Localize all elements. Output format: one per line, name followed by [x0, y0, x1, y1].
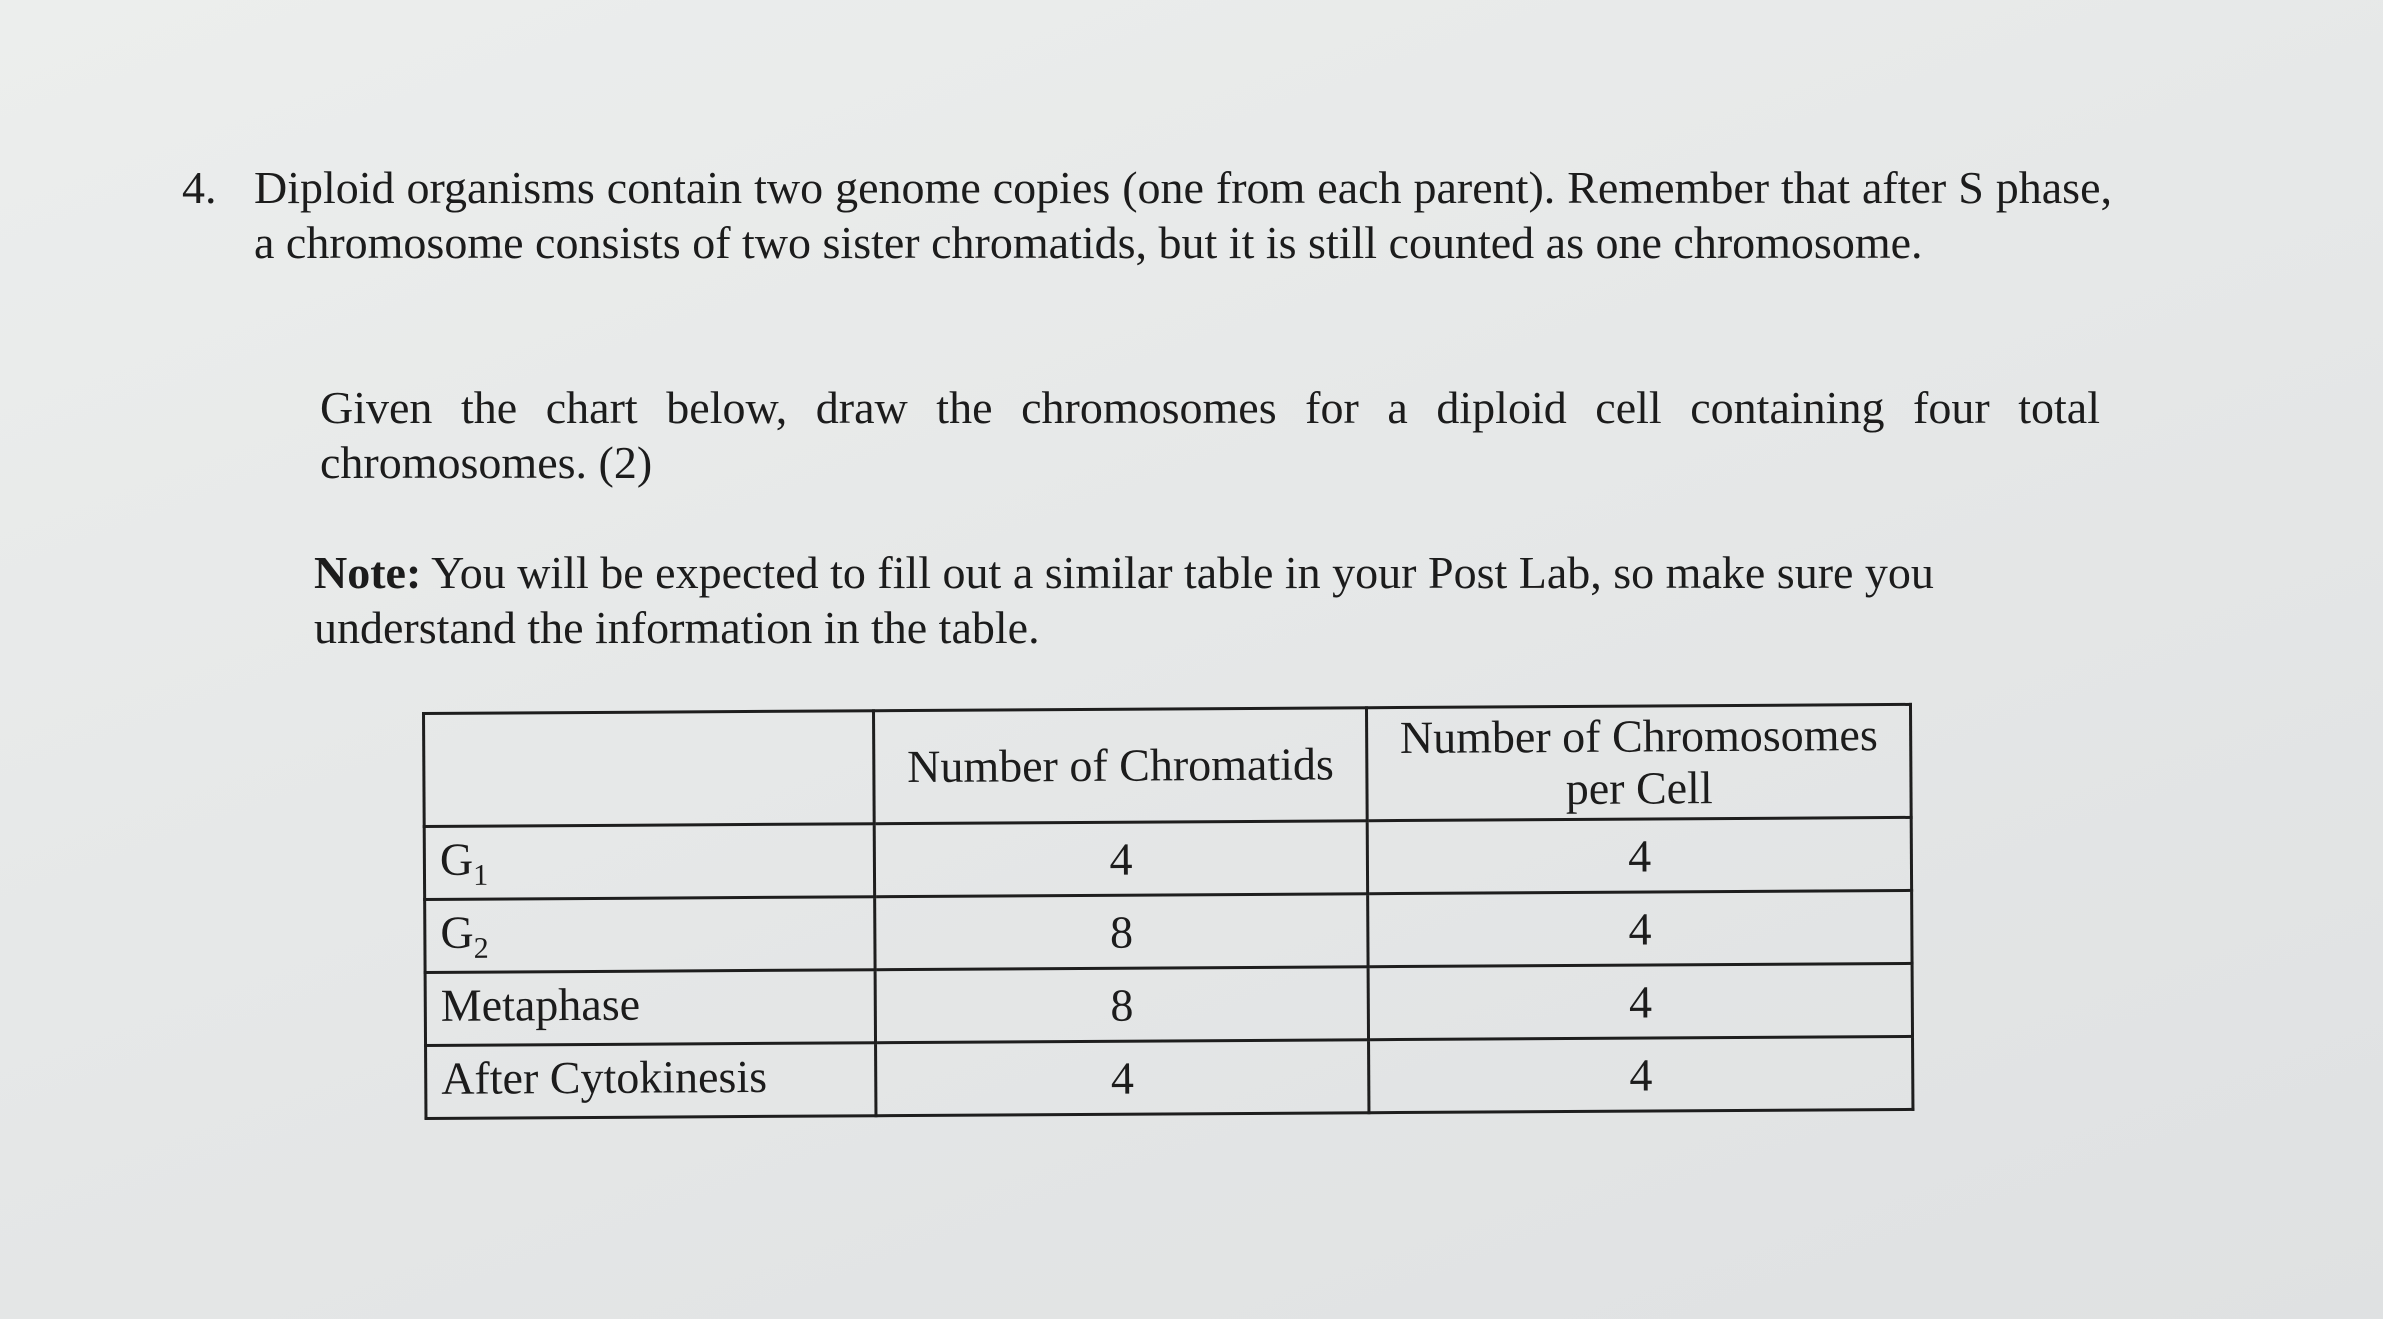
table-cell-stage: After Cytokinesis [426, 1043, 876, 1119]
chromosome-table [422, 703, 1914, 1120]
table-row [425, 890, 1912, 972]
table-cell-chromatids: 4 [874, 821, 1368, 897]
question-4 [182, 160, 2112, 270]
table-header-blank [424, 711, 875, 827]
question-text: Diploid organisms contain two genome copies (one from each parent). Remember that after S phase, a chromosome consists of two sister chromatids, but it is still counted as one chromosome. [254, 162, 2112, 268]
note-text: You will be expected to fill out a similar table in your Post Lab, so make sure you understand the information in the table. [314, 547, 1934, 653]
table-cell-chromatids: 4 [875, 1040, 1369, 1116]
table-row [425, 963, 1912, 1045]
note-label: Note: [314, 547, 422, 598]
table-header-row [424, 704, 1912, 826]
table-cell-stage: $G_2$ [425, 897, 875, 973]
table-header-chromatids: Number of Chromatids [873, 708, 1367, 824]
table-row [424, 817, 1911, 899]
table-cell-chromosomes: 4 [1368, 890, 1912, 966]
table-cell-chromosomes: 4 [1368, 963, 1912, 1039]
table-cell-chromosomes: 4 [1369, 1036, 1913, 1112]
instruction-text: Given the chart below, draw the chromosomes for a diploid cell containing four total chromosomes. (2) [320, 382, 2100, 488]
table-header-chromosomes: Number of Chromosomes per Cell [1367, 704, 1911, 820]
table-cell-chromatids: 8 [875, 967, 1369, 1043]
note-paragraph [314, 545, 2104, 655]
table-cell-chromosomes: 4 [1368, 817, 1912, 893]
question-number: 4. [182, 162, 217, 213]
table-cell-stage: Metaphase [425, 970, 875, 1046]
table-cell-stage: $G_1$ [424, 824, 874, 900]
table-row [426, 1036, 1913, 1118]
table-cell-chromatids: 8 [875, 894, 1369, 970]
